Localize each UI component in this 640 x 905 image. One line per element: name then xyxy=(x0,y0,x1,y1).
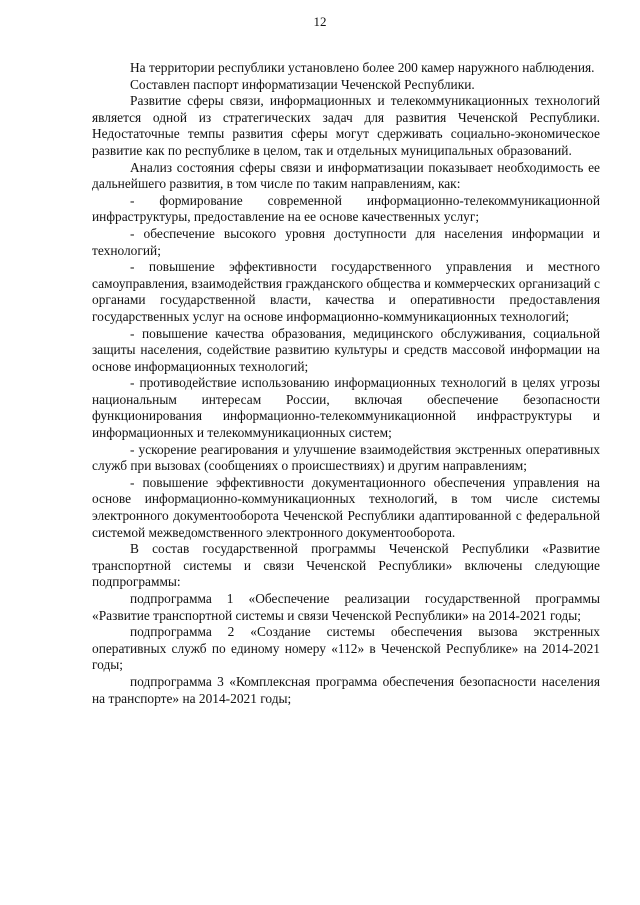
list-item: - повышение качества образования, медицинского обслуживания, социальной защиты населения, содействие развитию культуры и средств массовой информации на основе информационных технологий; xyxy=(92,325,600,374)
list-item: - противодействие использованию информационных технологий в целях угрозы национальным интересам России, включая обеспечение безопасности функционирования информационно-телекоммуникационной инфраструктуры и информационных и телекоммуникационных систем; xyxy=(92,375,600,441)
paragraph: В состав государственной программы Чеченской Республики «Развитие транспортной системы и связи Чеченской Республики» включены следующие подпрограммы: xyxy=(92,541,600,590)
list-item: - ускорение реагирования и улучшение взаимодействия экстренных оперативных служб при вызовах (сообщениях о происшествиях) и другим направлениям; xyxy=(92,441,600,474)
page-number: 12 xyxy=(313,14,327,29)
list-item: - обеспечение высокого уровня доступности для населения информации и технологий; xyxy=(92,225,600,258)
paragraph: Анализ состояния сферы связи и информатизации показывает необходимость ее дальнейшего развития, в том числе по таким направлениям, как: xyxy=(92,159,600,192)
subprogram-item: подпрограмма 2 «Создание системы обеспечения вызова экстренных оперативных служб по единому номеру «112» в Чеченской Республике» на 2014-2021 годы; xyxy=(92,624,600,673)
list-item: - повышение эффективности документационного обеспечения управления на основе информационно-коммуникационных технологий, в том числе системы электронного документооборота Чеченской Республики адаптированной с федеральной системой межведомственного электронного документооборота. xyxy=(92,474,600,540)
paragraph: Составлен паспорт информатизации Чеченской Республики. xyxy=(130,76,475,92)
paragraph: Развитие сферы связи, информационных и телекоммуникационных технологий является одной из стратегических задач для развития Чеченской Республики. Недостаточные темпы развития сферы могут сдерживать социально-экономическое развитие как по республике в целом, так и отдельных муниципальных образований. xyxy=(92,93,600,158)
list-item: - формирование современной информационно-телекоммуникационной инфраструктуры, предоставление на ее основе качественных услуг; xyxy=(92,192,600,225)
paragraph: На территории республики установлено более 200 камер наружного наблюдения. xyxy=(130,60,595,75)
list-item: - повышение эффективности государственного управления и местного самоуправления, взаимодействия гражданского общества и коммерческих организаций с органами государственной власти, качества и оперативности предоставления государственных услуг на основе информационно-коммуникационных технологий; xyxy=(92,259,600,324)
document-body xyxy=(92,60,600,707)
subprogram-item: подпрограмма 3 «Комплексная программа обеспечения безопасности населения на транспорте» на 2014-2021 годы; xyxy=(92,673,600,706)
subprogram-item: подпрограмма 1 «Обеспечение реализации государственной программы «Развитие транспортной системы и связи Чеченской Республики» на 2014-2021 годы; xyxy=(92,591,600,623)
